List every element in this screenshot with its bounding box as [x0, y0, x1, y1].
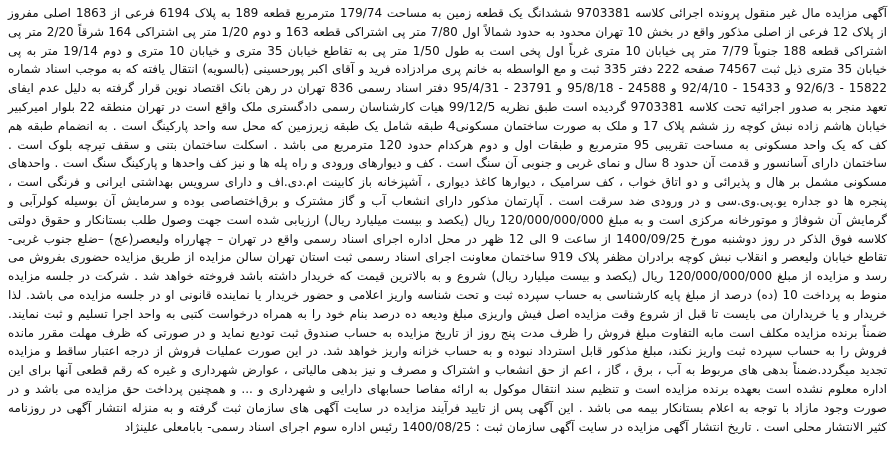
notice-body-text: آگهی مزایده مال غیر منقول پرونده اجرائی کلاسه 9703381 ششدانگ یک قطعه زمین به مساحت 179/74 مترمربع قطعه 189 به پلاک 6194 فرعی از 1863 اصلی مفروز از پلاک 12 فرعی از اصلی مذکور واقع در بخش 10 تهران محدود به حدود شمالاً اول 7/80 متر پی اشتراکی قطعه 163 و دوم 1/20 متر پی اشتراکی 164 شرقاً 2/20 متر پی اشتراکی قطعه 188 جنوباً 7/79 متر پی خیابان 10 متری غرباً اول پخی است به طول 1/50 متر پی به تقاطع خیابان 35 متری و خیابان 10 متری و دوم 19/14 متر به پی خیابان 35 متری ذیل ثبت 74567 صفحه 222 دفتر 335 ثبت و مع الواسطه به خانم پری مرادزاده فرید و آقای اکبر پورحسینی (بالسویه) انتقال یافته که به موجب اسناد شماره 15822 - 92/6/3 و 15433 - 92/4/10 و 24588 - 95/8/18 و 23791 - 95/4/31 دفتر اسناد رسمی 836 تهران در رهن بانک اقتصاد نوین قرار گرفته به دلیل عدم ایفای تعهد منجر به صدور اجرائیه تحت کلاسه 9703381 گردیده است طبق نظریه 99/12/5 هیات کارشناسان رسمی دادگستری ملک واقع است در تهران منطقه 22 بلوار امیرکبیر خیابان هاشم زاده نبش کوچه رز ششم پلاک 17 و ملک به صورت ساختمان مسکونی4 طبقه شامل یک طبقه زیرزمین که محل سه واحد پارکینگ است . به انضمام طبقه هم کف که یک واحد مسکونی به مساحت تقریبی 95 مترمربع و طبقات اول و دوم هرکدام حدود 120 مترمربع می باشد . اسکلت ساختمان بتنی و سقف تیرچه بلوک است . ساختمان دارای آسانسور و قدمت آن حدود 8 سال و نمای غربی و جنوبی آن سنگ است . کف و دیوارهای ورودی و راه پله ها و نیز کف واحدها و پارکینگ سنگ است . واحدهای مسکونی مشمل بر هال و پذیرائی و دو اتاق خواب ، کف سرامیک ، دیوارها کاغذ دیواری ، آشپزخانه باز کابینت ام.دی.اف و دارای سرویس بهداشتی ایرانی و فرنگی است ، پنجره ها دو جداره یو.پی.وی.سی و در ورودی ضد سرقت است . آپارتمان مذکور دارای انشعاب آب و گاز مشترک و برق‌اختصاصی بوده و سرمایش آن بوسیله کولرآبی و گرمایش آن شوفاژ و موتورخانه مرکزی است و به مبلغ 120/000/000/000 ریال (یکصد و بیست میلیارد ریال) ارزیابی شده است جهت وصول طلب بستانکار و حقوق دولتی کلاسه فوق الذکر در روز دوشنبه مورخ 1400/09/25 از ساعت 9 الی 12 ظهر در محل اداره اجرای اسناد رسمی واقع در تهران – چهارراه ولیعصر(عج) –ضلع جنوب غربی- تقاطع خیابان ولیعصر و انقلاب نبش کوچه برادران مظفر پلاک 919 ساختمان معاونت اجرای اسناد رسمی ثبت استان تهران سالن مزایده از طریق مزایده حضوری بفروش می رسد و مزایده از مبلغ 120/000/000/000 ریال (یکصد و بیست میلیارد ریال) شروع و به بالاترین قیمت که خریدار داشته باشد فروخته خواهد شد . شرکت در جلسه مزایده منوط به پرداخت 10 (ده) درصد از مبلغ پایه کارشناسی به حساب سپرده ثبت و تحت شناسه واریز اعلامی و حضور خریدار یا نماینده قانونی او در جلسه مزایده می باشد. لذا خریدار و یا خریداران می بایست تا قبل از شروع وقت مزایده اصل فیش واریزی مبلغ ودیعه ده درصد بنام خود را به همراه درخواست کتبی به واحد اجرا تسلیم و ثبت نمایند. ضمناً برنده مزایده مکلف است مابه التفاوت مبلغ فروش را ظرف مدت پنج روز از تاریخ مزایده به حساب صندوق ثبت تودیع نماید و در صورتی که ظرف مهلت مقرر مانده فروش را به حساب سپرده ثبت واریز نکند، مبلغ مذکور قابل استرداد نبوده و به حساب خزانه واریز خواهد شد. در این صورت عملیات فروش از درجه اعتبار ساقط و مزایده تجدید میگردد.ضمناً بدهی های مربوط به آب ، برق ، گاز ، اعم از حق انشعاب و اشتراک و مصرف و نیز بدهی مالیاتی ، عوارض شهرداری و غیره که رقم قطعی آنها برای این اداره معلوم نشده است بعهده برنده مزایده است و تنظیم سند انتقال موکول به ارائه مفاصا حسابهای دارایی و شهرداری و ... و همچنین پرداخت حق مزایده می باشد و در صورت وجود مازاد با توجه به اعلام بستانکار بیمه می باشد . این آگهی پس از تایید فرآیند مزایده در سایت آگهی های سازمان ثبت گرفته و به منزله انتشار آگهی در روزنامه کثیر الانتشار محلی است . تاریخ انتشار آگهی مزایده در سایت آگهی سازمان ثبت : 1400/08/25 رئیس اداره سوم اجرای اسناد رسمی- بابامعلی علینژاد — [8, 6, 888, 434]
